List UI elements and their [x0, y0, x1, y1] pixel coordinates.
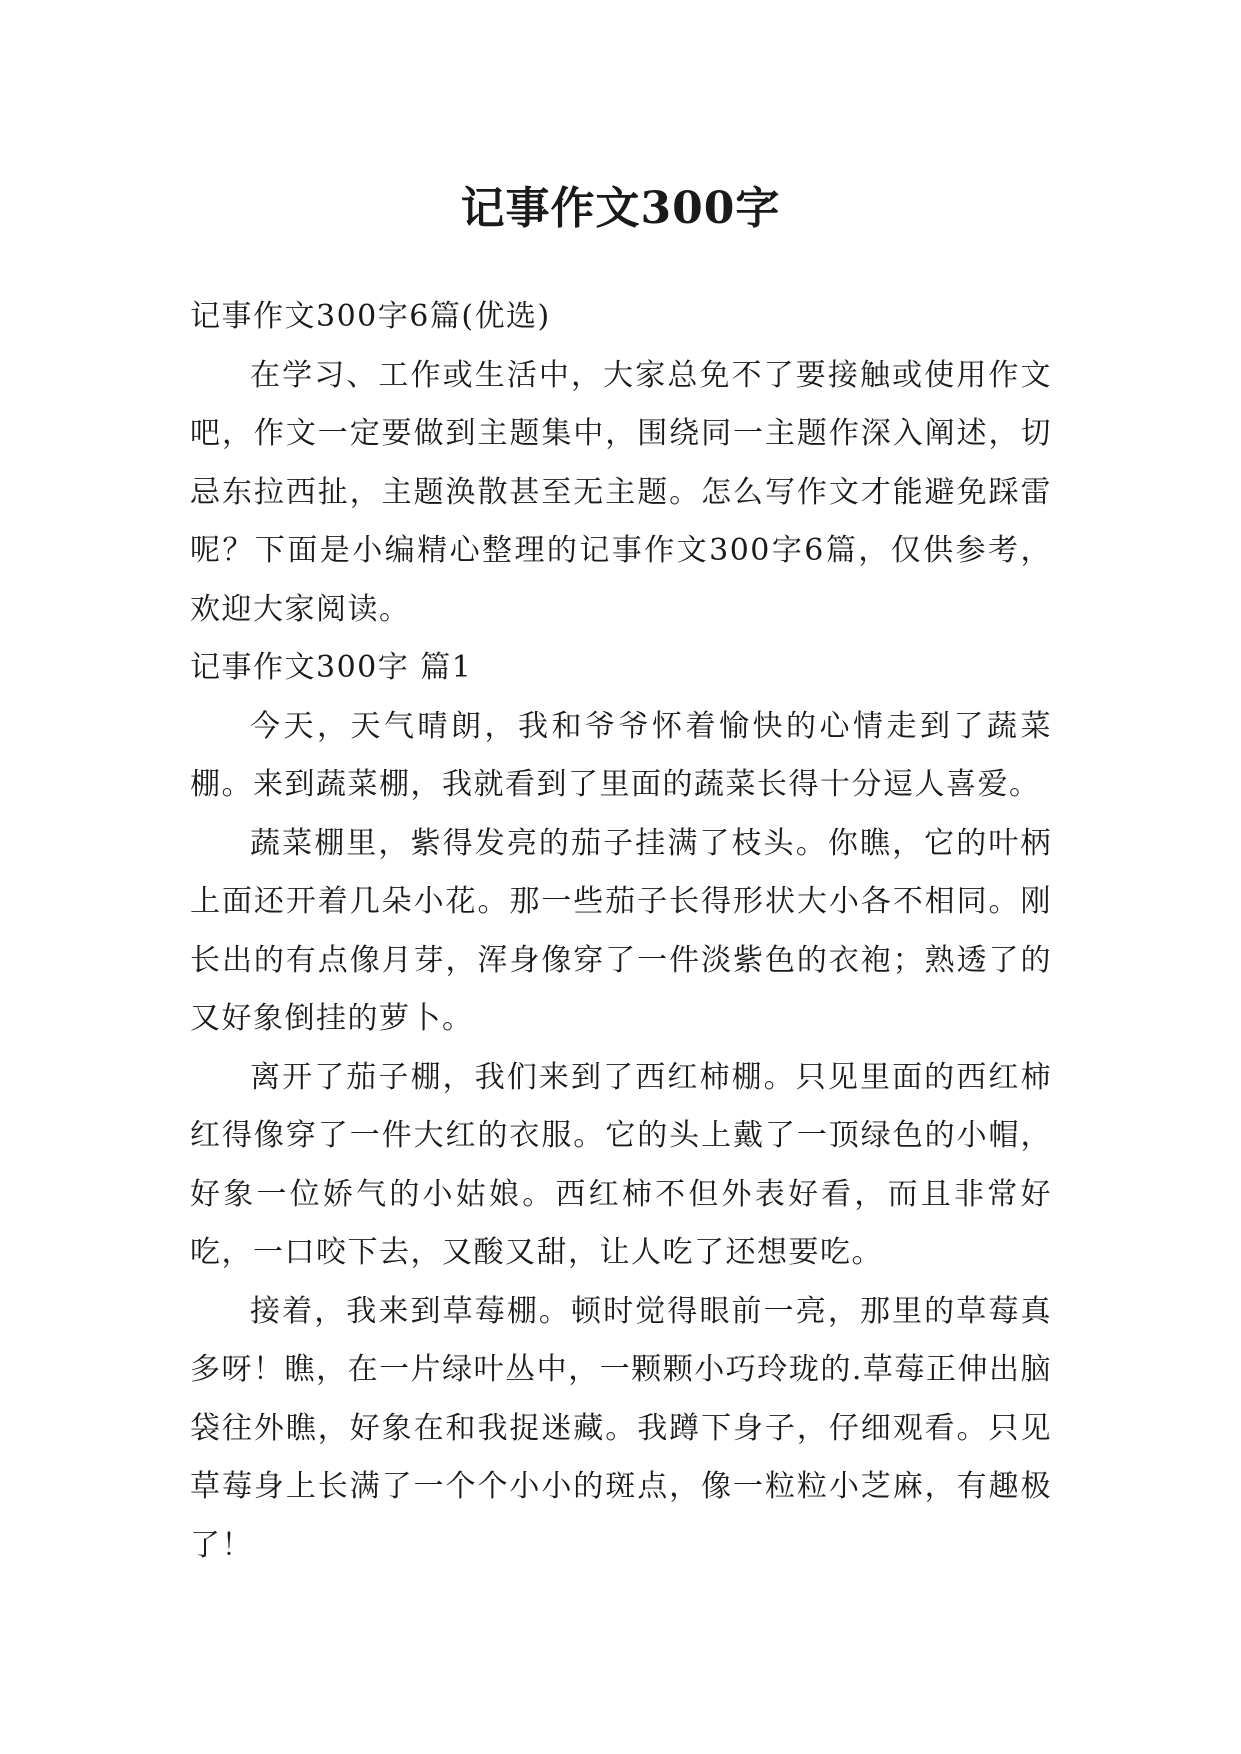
body-paragraph: 离开了茄子棚，我们来到了西红柿棚。只见里面的西红柿红得像穿了一件大红的衣服。它的头上戴了一顶绿色的小帽，好象一位娇气的小姑娘。西红柿不但外表好看，而且非常好吃，一口咬下去，又酸又甜，让人吃了还想要吃。 — [190, 1059, 1052, 1270]
body-paragraph: 蔬菜棚里，紫得发亮的茄子挂满了枝头。你瞧，它的叶柄上面还开着几朵小花。那一些茄子长得形状大小各不相同。刚长出的有点像月芽，浑身像穿了一件淡紫色的衣袍；熟透了的又好象倒挂的萝卜。 — [190, 825, 1052, 1036]
intro-paragraph: 在学习、工作或生活中，大家总免不了要接触或使用作文吧，作文一定要做到主题集中，围绕同一主题作深入阐述，切忌东拉西扯，主题涣散甚至无主题。怎么写作文才能避免踩雷呢？下面是小编精心整理的记事作文300字6篇，仅供参考，欢迎大家阅读。 — [190, 357, 1052, 627]
subtitle-line: 记事作文300字6篇(优选) — [190, 299, 551, 334]
document-body — [190, 288, 1052, 1575]
body-paragraph: 接着，我来到草莓棚。顿时觉得眼前一亮，那里的草莓真多呀！瞧，在一片绿叶丛中，一颗颗小巧玲珑的.草莓正伸出脑袋往外瞧，好象在和我捉迷藏。我蹲下身子，仔细观看。只见草莓身上长满了一个个小小的斑点，像一粒粒小芝麻，有趣极了！ — [190, 1293, 1052, 1563]
body-paragraph: 今天，天气晴朗，我和爷爷怀着愉快的心情走到了蔬菜棚。来到蔬菜棚，我就看到了里面的蔬菜长得十分逗人喜爱。 — [190, 708, 1052, 802]
document-title: 记事作文300字 — [460, 183, 781, 235]
section-heading: 记事作文300字 篇1 — [190, 650, 473, 685]
